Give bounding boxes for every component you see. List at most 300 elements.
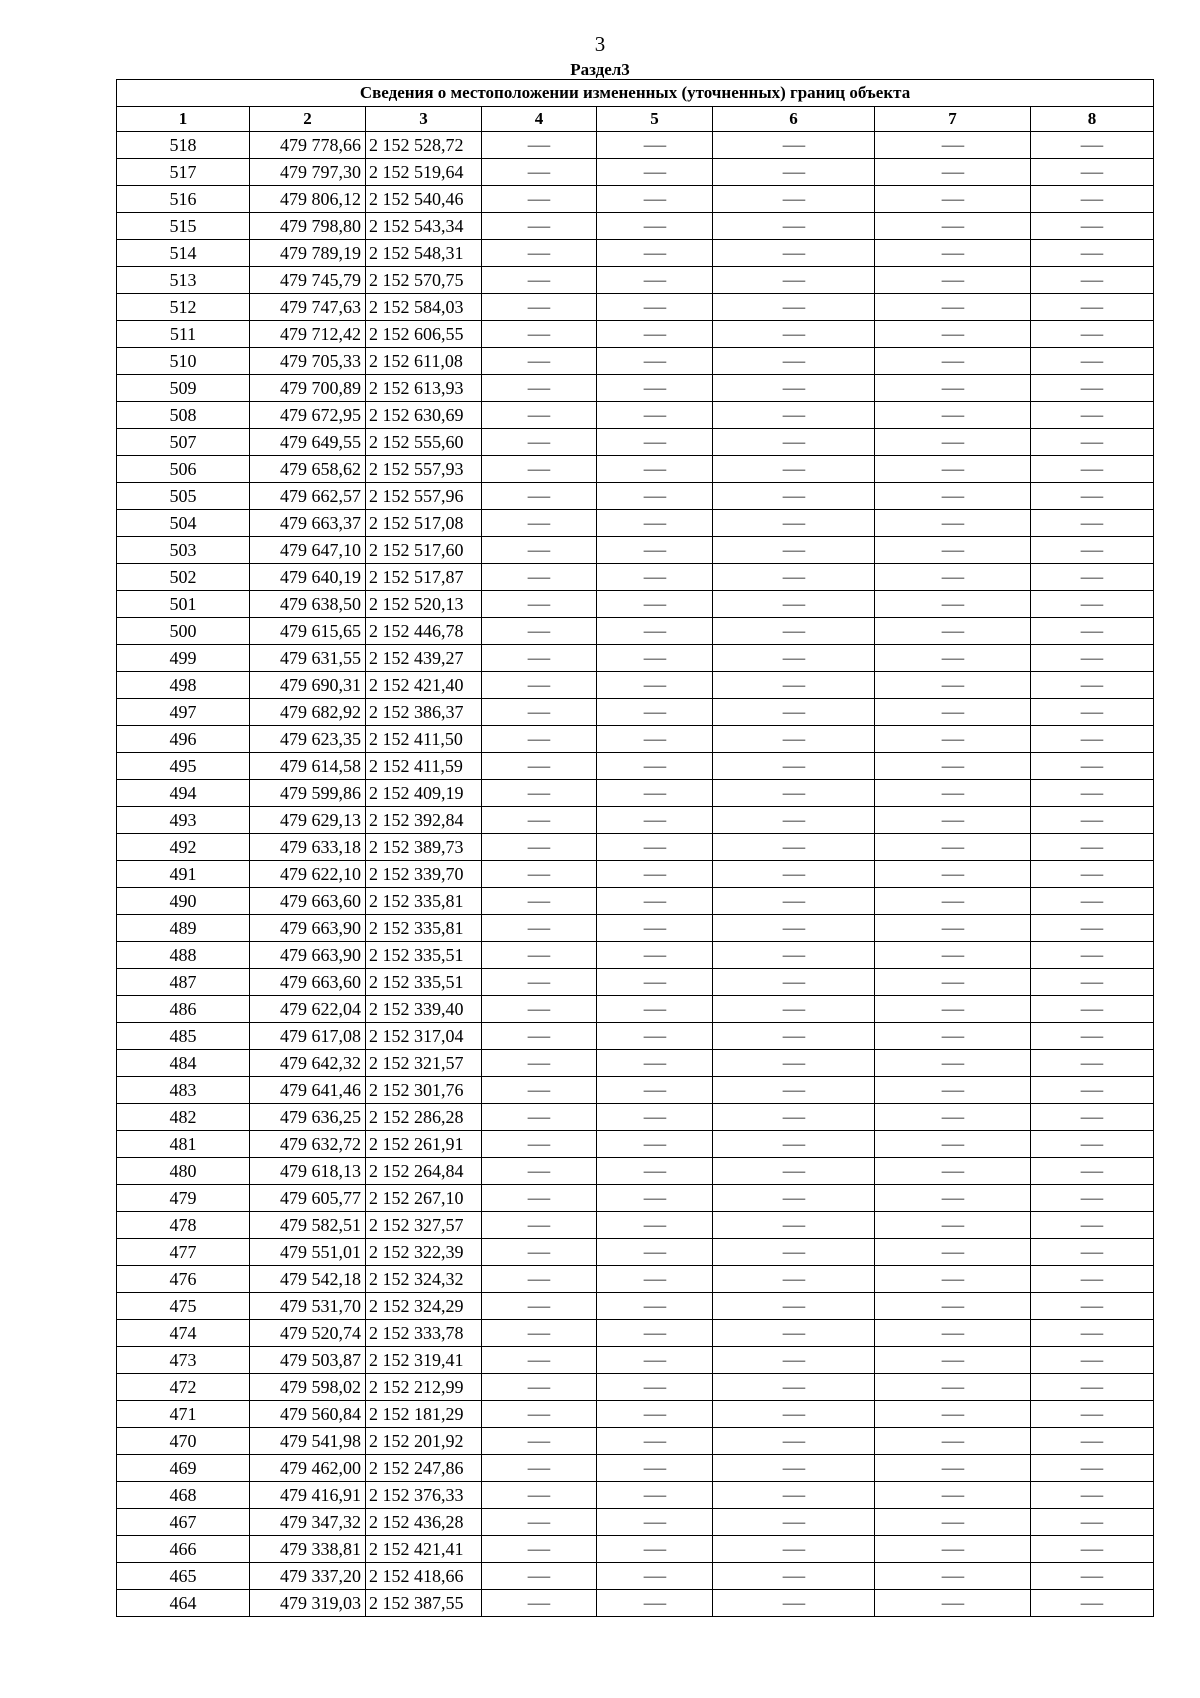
dash-symbol: — xyxy=(1080,380,1104,397)
empty-value-cell xyxy=(482,375,597,402)
point-number-cell: 515 xyxy=(117,213,250,240)
x-coordinate-cell: 479 598,02 xyxy=(250,1374,366,1401)
dash-symbol: — xyxy=(782,1298,805,1315)
dash-symbol: — xyxy=(527,1298,551,1315)
dash-symbol: — xyxy=(643,164,666,181)
dash-symbol: — xyxy=(1080,731,1104,748)
point-number-cell: 509 xyxy=(117,375,250,402)
dash-symbol: — xyxy=(643,542,666,559)
dash-symbol: — xyxy=(782,407,805,424)
x-coordinate-cell: 479 541,98 xyxy=(250,1428,366,1455)
empty-value-cell xyxy=(1031,618,1154,645)
point-number-cell: 510 xyxy=(117,348,250,375)
column-header-2: 2 xyxy=(250,107,366,132)
point-number-cell: 470 xyxy=(117,1428,250,1455)
y-coordinate-cell: 2 152 335,81 xyxy=(366,915,482,942)
y-coordinate-cell: 2 152 335,51 xyxy=(366,942,482,969)
dash-symbol: — xyxy=(643,677,666,694)
table-row xyxy=(117,726,1154,753)
empty-value-cell xyxy=(482,240,597,267)
empty-value-cell xyxy=(713,321,875,348)
empty-value-cell xyxy=(482,267,597,294)
empty-value-cell xyxy=(1031,321,1154,348)
empty-value-cell xyxy=(482,1266,597,1293)
point-number-cell: 482 xyxy=(117,1104,250,1131)
empty-value-cell xyxy=(597,780,713,807)
dash-symbol: — xyxy=(643,1298,666,1315)
dash-symbol: — xyxy=(782,1595,805,1612)
empty-value-cell xyxy=(482,294,597,321)
y-coordinate-cell: 2 152 411,50 xyxy=(366,726,482,753)
dash-symbol: — xyxy=(527,299,551,316)
point-number-cell: 471 xyxy=(117,1401,250,1428)
dash-symbol: — xyxy=(1080,1109,1104,1126)
dash-symbol: — xyxy=(782,785,805,802)
dash-symbol: — xyxy=(941,218,964,235)
table-row xyxy=(117,1239,1154,1266)
empty-value-cell xyxy=(875,510,1031,537)
empty-value-cell xyxy=(1031,1563,1154,1590)
y-coordinate-cell: 2 152 264,84 xyxy=(366,1158,482,1185)
empty-value-cell xyxy=(1031,861,1154,888)
dash-symbol: — xyxy=(643,434,666,451)
table-row xyxy=(117,564,1154,591)
empty-value-cell xyxy=(713,375,875,402)
empty-value-cell xyxy=(1031,213,1154,240)
dash-symbol: — xyxy=(1080,947,1104,964)
empty-value-cell xyxy=(1031,483,1154,510)
point-number-cell: 514 xyxy=(117,240,250,267)
point-number-cell: 504 xyxy=(117,510,250,537)
empty-value-cell xyxy=(713,1482,875,1509)
x-coordinate-cell: 479 319,03 xyxy=(250,1590,366,1617)
y-coordinate-cell: 2 152 540,46 xyxy=(366,186,482,213)
empty-value-cell xyxy=(482,1158,597,1185)
empty-value-cell xyxy=(713,1185,875,1212)
dash-symbol: — xyxy=(527,164,551,181)
dash-symbol: — xyxy=(527,245,551,262)
dash-symbol: — xyxy=(527,1406,551,1423)
y-coordinate-cell: 2 152 421,41 xyxy=(366,1536,482,1563)
dash-symbol: — xyxy=(527,1109,551,1126)
dash-symbol: — xyxy=(1080,1163,1104,1180)
point-number-cell: 508 xyxy=(117,402,250,429)
y-coordinate-cell: 2 152 543,34 xyxy=(366,213,482,240)
y-coordinate-cell: 2 152 319,41 xyxy=(366,1347,482,1374)
x-coordinate-cell: 479 705,33 xyxy=(250,348,366,375)
empty-value-cell xyxy=(1031,510,1154,537)
dash-symbol: — xyxy=(527,1271,551,1288)
dash-symbol: — xyxy=(527,704,551,721)
empty-value-cell xyxy=(875,672,1031,699)
dash-symbol: — xyxy=(1080,434,1104,451)
dash-symbol: — xyxy=(782,1109,805,1126)
point-number-cell: 484 xyxy=(117,1050,250,1077)
empty-value-cell xyxy=(597,537,713,564)
dash-symbol: — xyxy=(643,326,666,343)
empty-value-cell xyxy=(482,483,597,510)
x-coordinate-cell: 479 622,10 xyxy=(250,861,366,888)
x-coordinate-cell: 479 416,91 xyxy=(250,1482,366,1509)
empty-value-cell xyxy=(597,1077,713,1104)
dash-symbol: — xyxy=(1080,326,1104,343)
empty-value-cell xyxy=(713,591,875,618)
dash-symbol: — xyxy=(782,1325,805,1342)
x-coordinate-cell: 479 338,81 xyxy=(250,1536,366,1563)
dash-symbol: — xyxy=(941,731,964,748)
empty-value-cell xyxy=(875,1563,1031,1590)
empty-value-cell xyxy=(597,699,713,726)
dash-symbol: — xyxy=(941,1163,964,1180)
empty-value-cell xyxy=(875,429,1031,456)
dash-symbol: — xyxy=(941,1190,964,1207)
dash-symbol: — xyxy=(643,1136,666,1153)
point-number-cell: 472 xyxy=(117,1374,250,1401)
dash-symbol: — xyxy=(527,812,551,829)
empty-value-cell xyxy=(597,1131,713,1158)
dash-symbol: — xyxy=(782,1190,805,1207)
x-coordinate-cell: 479 649,55 xyxy=(250,429,366,456)
point-number-cell: 479 xyxy=(117,1185,250,1212)
empty-value-cell xyxy=(875,1293,1031,1320)
y-coordinate-cell: 2 152 322,39 xyxy=(366,1239,482,1266)
empty-value-cell xyxy=(1031,780,1154,807)
dash-symbol: — xyxy=(782,1352,805,1369)
empty-value-cell xyxy=(713,429,875,456)
point-number-cell: 502 xyxy=(117,564,250,591)
point-number-cell: 513 xyxy=(117,267,250,294)
point-number-cell: 506 xyxy=(117,456,250,483)
table-row xyxy=(117,186,1154,213)
empty-value-cell xyxy=(713,1212,875,1239)
dash-symbol: — xyxy=(1080,1082,1104,1099)
empty-value-cell xyxy=(713,1536,875,1563)
empty-value-cell xyxy=(713,1131,875,1158)
empty-value-cell xyxy=(482,915,597,942)
y-coordinate-cell: 2 152 557,96 xyxy=(366,483,482,510)
empty-value-cell xyxy=(482,996,597,1023)
dash-symbol: — xyxy=(527,191,551,208)
empty-value-cell xyxy=(713,132,875,159)
dash-symbol: — xyxy=(1080,1352,1104,1369)
empty-value-cell xyxy=(713,1563,875,1590)
empty-value-cell xyxy=(597,645,713,672)
x-coordinate-cell: 479 615,65 xyxy=(250,618,366,645)
y-coordinate-cell: 2 152 519,64 xyxy=(366,159,482,186)
dash-symbol: — xyxy=(1080,488,1104,505)
dash-symbol: — xyxy=(1080,353,1104,370)
y-coordinate-cell: 2 152 611,08 xyxy=(366,348,482,375)
dash-symbol: — xyxy=(643,1325,666,1342)
dash-symbol: — xyxy=(643,515,666,532)
empty-value-cell xyxy=(1031,699,1154,726)
dash-symbol: — xyxy=(782,218,805,235)
empty-value-cell xyxy=(875,807,1031,834)
empty-value-cell xyxy=(875,996,1031,1023)
point-number-cell: 478 xyxy=(117,1212,250,1239)
dash-symbol: — xyxy=(941,1217,964,1234)
dash-symbol: — xyxy=(1080,596,1104,613)
dash-symbol: — xyxy=(527,1460,551,1477)
dash-symbol: — xyxy=(527,488,551,505)
empty-value-cell xyxy=(597,348,713,375)
dash-symbol: — xyxy=(1080,272,1104,289)
table-row xyxy=(117,429,1154,456)
dash-symbol: — xyxy=(782,488,805,505)
column-header-4: 4 xyxy=(482,107,597,132)
empty-value-cell xyxy=(1031,1428,1154,1455)
empty-value-cell xyxy=(875,402,1031,429)
dash-symbol: — xyxy=(1080,218,1104,235)
table-row xyxy=(117,1536,1154,1563)
point-number-cell: 505 xyxy=(117,483,250,510)
empty-value-cell xyxy=(597,807,713,834)
dash-symbol: — xyxy=(643,1271,666,1288)
dash-symbol: — xyxy=(643,1568,666,1585)
empty-value-cell xyxy=(713,1320,875,1347)
empty-value-cell xyxy=(875,834,1031,861)
dash-symbol: — xyxy=(782,650,805,667)
y-coordinate-cell: 2 152 261,91 xyxy=(366,1131,482,1158)
dash-symbol: — xyxy=(643,1595,666,1612)
dash-symbol: — xyxy=(782,461,805,478)
empty-value-cell xyxy=(875,483,1031,510)
dash-symbol: — xyxy=(643,569,666,586)
empty-value-cell xyxy=(482,1590,597,1617)
empty-value-cell xyxy=(597,726,713,753)
empty-value-cell xyxy=(482,807,597,834)
dash-symbol: — xyxy=(1080,920,1104,937)
dash-symbol: — xyxy=(941,1433,964,1450)
y-coordinate-cell: 2 152 335,51 xyxy=(366,969,482,996)
empty-value-cell xyxy=(1031,645,1154,672)
empty-value-cell xyxy=(482,699,597,726)
dash-symbol: — xyxy=(941,1298,964,1315)
empty-value-cell xyxy=(482,1320,597,1347)
dash-symbol: — xyxy=(527,1595,551,1612)
table-row xyxy=(117,672,1154,699)
dash-symbol: — xyxy=(527,1136,551,1153)
empty-value-cell xyxy=(597,1374,713,1401)
table-row xyxy=(117,213,1154,240)
dash-symbol: — xyxy=(643,137,666,154)
dash-symbol: — xyxy=(527,866,551,883)
dash-symbol: — xyxy=(527,569,551,586)
dash-symbol: — xyxy=(782,839,805,856)
x-coordinate-cell: 479 672,95 xyxy=(250,402,366,429)
x-coordinate-cell: 479 618,13 xyxy=(250,1158,366,1185)
point-number-cell: 499 xyxy=(117,645,250,672)
table-row xyxy=(117,321,1154,348)
dash-symbol: — xyxy=(941,380,964,397)
empty-value-cell xyxy=(875,1077,1031,1104)
dash-symbol: — xyxy=(782,164,805,181)
dash-symbol: — xyxy=(643,623,666,640)
table-row xyxy=(117,267,1154,294)
empty-value-cell xyxy=(875,348,1031,375)
empty-value-cell xyxy=(482,564,597,591)
dash-symbol: — xyxy=(527,218,551,235)
dash-symbol: — xyxy=(782,1487,805,1504)
empty-value-cell xyxy=(1031,1374,1154,1401)
dash-symbol: — xyxy=(941,299,964,316)
dash-symbol: — xyxy=(643,380,666,397)
dash-symbol: — xyxy=(643,866,666,883)
empty-value-cell xyxy=(597,483,713,510)
empty-value-cell xyxy=(597,1266,713,1293)
empty-value-cell xyxy=(597,564,713,591)
dash-symbol: — xyxy=(782,623,805,640)
dash-symbol: — xyxy=(1080,191,1104,208)
dash-symbol: — xyxy=(643,218,666,235)
dash-symbol: — xyxy=(643,1163,666,1180)
y-coordinate-cell: 2 152 392,84 xyxy=(366,807,482,834)
table-row xyxy=(117,1374,1154,1401)
point-number-cell: 489 xyxy=(117,915,250,942)
y-coordinate-cell: 2 152 439,27 xyxy=(366,645,482,672)
empty-value-cell xyxy=(713,1104,875,1131)
empty-value-cell xyxy=(875,375,1031,402)
empty-value-cell xyxy=(482,780,597,807)
dash-symbol: — xyxy=(1080,137,1104,154)
dash-symbol: — xyxy=(1080,299,1104,316)
dash-symbol: — xyxy=(1080,569,1104,586)
empty-value-cell xyxy=(597,1455,713,1482)
empty-value-cell xyxy=(482,969,597,996)
empty-value-cell xyxy=(1031,1050,1154,1077)
empty-value-cell xyxy=(713,1401,875,1428)
empty-value-cell xyxy=(875,1023,1031,1050)
empty-value-cell xyxy=(713,483,875,510)
empty-value-cell xyxy=(875,321,1031,348)
y-coordinate-cell: 2 152 436,28 xyxy=(366,1509,482,1536)
dash-symbol: — xyxy=(643,1433,666,1450)
empty-value-cell xyxy=(875,132,1031,159)
x-coordinate-cell: 479 337,20 xyxy=(250,1563,366,1590)
point-number-cell: 493 xyxy=(117,807,250,834)
dash-symbol: — xyxy=(1080,1514,1104,1531)
x-coordinate-cell: 479 347,32 xyxy=(250,1509,366,1536)
x-coordinate-cell: 479 503,87 xyxy=(250,1347,366,1374)
empty-value-cell xyxy=(1031,726,1154,753)
table-row xyxy=(117,699,1154,726)
point-number-cell: 474 xyxy=(117,1320,250,1347)
dash-symbol: — xyxy=(527,1163,551,1180)
x-coordinate-cell: 479 632,72 xyxy=(250,1131,366,1158)
empty-value-cell xyxy=(875,1536,1031,1563)
y-coordinate-cell: 2 152 301,76 xyxy=(366,1077,482,1104)
dash-symbol: — xyxy=(941,353,964,370)
column-header-5: 5 xyxy=(597,107,713,132)
table-row xyxy=(117,1104,1154,1131)
dash-symbol: — xyxy=(941,920,964,937)
dash-symbol: — xyxy=(1080,407,1104,424)
empty-value-cell xyxy=(713,996,875,1023)
empty-value-cell xyxy=(482,1563,597,1590)
dash-symbol: — xyxy=(782,1217,805,1234)
empty-value-cell xyxy=(597,375,713,402)
dash-symbol: — xyxy=(643,1244,666,1261)
empty-value-cell xyxy=(482,618,597,645)
empty-value-cell xyxy=(875,1428,1031,1455)
dash-symbol: — xyxy=(643,704,666,721)
empty-value-cell xyxy=(482,888,597,915)
point-number-cell: 517 xyxy=(117,159,250,186)
point-number-cell: 500 xyxy=(117,618,250,645)
dash-symbol: — xyxy=(941,758,964,775)
dash-symbol: — xyxy=(643,758,666,775)
dash-symbol: — xyxy=(941,1487,964,1504)
y-coordinate-cell: 2 152 418,66 xyxy=(366,1563,482,1590)
x-coordinate-cell: 479 682,92 xyxy=(250,699,366,726)
x-coordinate-cell: 479 520,74 xyxy=(250,1320,366,1347)
empty-value-cell xyxy=(713,1347,875,1374)
empty-value-cell xyxy=(1031,1401,1154,1428)
empty-value-cell xyxy=(875,888,1031,915)
empty-value-cell xyxy=(875,1212,1031,1239)
empty-value-cell xyxy=(713,780,875,807)
empty-value-cell xyxy=(875,1131,1031,1158)
y-coordinate-cell: 2 152 606,55 xyxy=(366,321,482,348)
empty-value-cell xyxy=(713,699,875,726)
x-coordinate-cell: 479 663,60 xyxy=(250,969,366,996)
dash-symbol: — xyxy=(941,1514,964,1531)
empty-value-cell xyxy=(1031,537,1154,564)
dash-symbol: — xyxy=(782,1082,805,1099)
table-row xyxy=(117,1050,1154,1077)
empty-value-cell xyxy=(597,429,713,456)
empty-value-cell xyxy=(875,1320,1031,1347)
x-coordinate-cell: 479 663,60 xyxy=(250,888,366,915)
empty-value-cell xyxy=(1031,240,1154,267)
empty-value-cell xyxy=(713,618,875,645)
empty-value-cell xyxy=(875,267,1031,294)
empty-value-cell xyxy=(597,1185,713,1212)
empty-value-cell xyxy=(875,618,1031,645)
empty-value-cell xyxy=(713,1077,875,1104)
table-row xyxy=(117,861,1154,888)
point-number-cell: 492 xyxy=(117,834,250,861)
dash-symbol: — xyxy=(782,380,805,397)
dash-symbol: — xyxy=(643,1217,666,1234)
dash-symbol: — xyxy=(782,677,805,694)
empty-value-cell xyxy=(875,1266,1031,1293)
empty-value-cell xyxy=(1031,402,1154,429)
x-coordinate-cell: 479 622,04 xyxy=(250,996,366,1023)
empty-value-cell xyxy=(482,591,597,618)
empty-value-cell xyxy=(1031,456,1154,483)
dash-symbol: — xyxy=(527,1055,551,1072)
dash-symbol: — xyxy=(643,488,666,505)
y-coordinate-cell: 2 152 339,40 xyxy=(366,996,482,1023)
empty-value-cell xyxy=(875,969,1031,996)
dash-symbol: — xyxy=(643,1082,666,1099)
empty-value-cell xyxy=(713,1266,875,1293)
dash-symbol: — xyxy=(782,299,805,316)
empty-value-cell xyxy=(1031,1239,1154,1266)
y-coordinate-cell: 2 152 517,87 xyxy=(366,564,482,591)
table-row xyxy=(117,456,1154,483)
dash-symbol: — xyxy=(527,137,551,154)
table-row xyxy=(117,375,1154,402)
x-coordinate-cell: 479 560,84 xyxy=(250,1401,366,1428)
dash-symbol: — xyxy=(941,893,964,910)
empty-value-cell xyxy=(875,1401,1031,1428)
x-coordinate-cell: 479 623,35 xyxy=(250,726,366,753)
dash-symbol: — xyxy=(782,974,805,991)
table-row xyxy=(117,753,1154,780)
y-coordinate-cell: 2 152 613,93 xyxy=(366,375,482,402)
